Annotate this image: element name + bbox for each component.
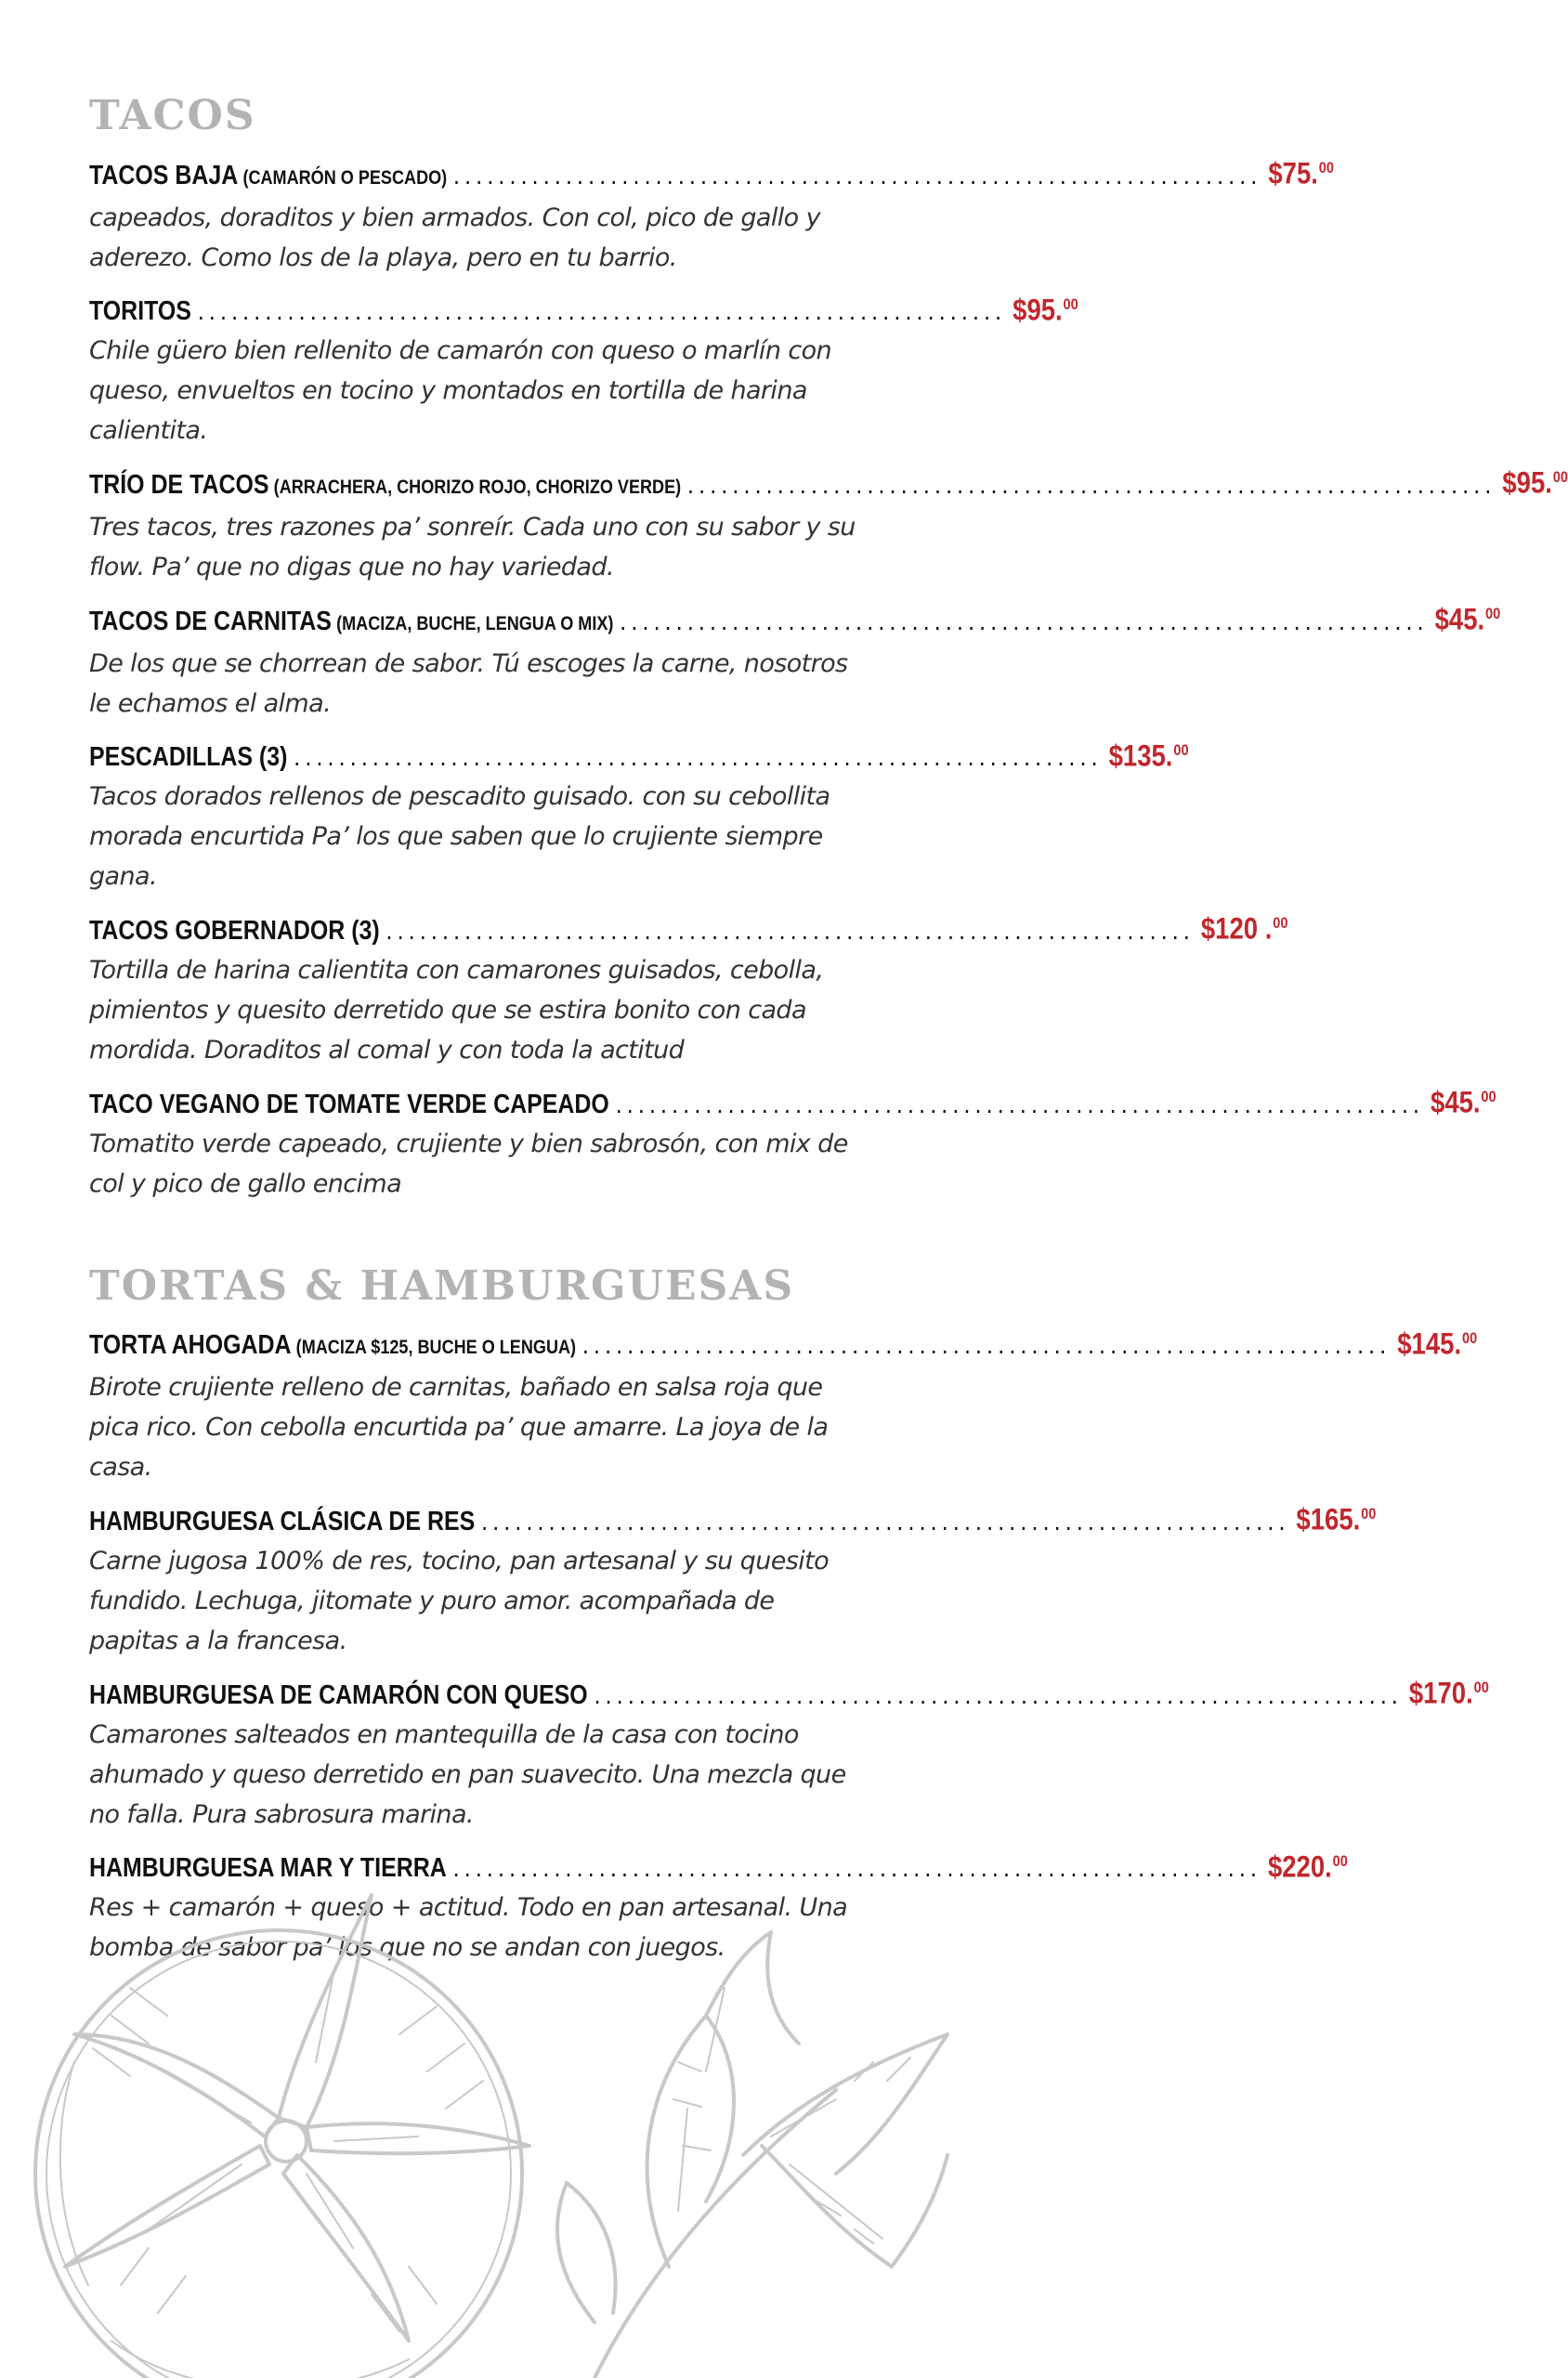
price-main: $145. xyxy=(1397,1326,1462,1361)
item-price xyxy=(1296,1495,1376,1539)
price-main: $45. xyxy=(1431,1085,1481,1119)
section-title: TORTAS & HAMBURGUESAS xyxy=(89,1261,795,1310)
menu-item xyxy=(89,458,1568,587)
price-cents: 00 xyxy=(1063,294,1078,313)
item-description: Res + camarón + queso + actitud. Todo en pan artesanal. Una bomba de sabor pa’ los que no se andan con juegos. xyxy=(89,1893,848,1963)
item-header xyxy=(89,1319,1478,1368)
item-description: Camarones salteados en mantequilla de la casa con tocino ahumado y queso derretido en pan suavecito. Una mezcla que no falla. Pura sabrosura marina. xyxy=(89,1719,846,1829)
item-name: TACO VEGANO DE TOMATE VERDE CAPEADO xyxy=(89,1089,609,1119)
item-note: (MACIZA $125, BUCHE O LENGUA) xyxy=(295,1337,577,1359)
item-name: HAMBURGUESA MAR Y TIERRA xyxy=(89,1853,447,1884)
dot-leader: ........................................................................ xyxy=(481,1506,1290,1536)
item-name: TORTA AHOGADA xyxy=(89,1330,292,1361)
item-description: Carne jugosa 100% de res, tocino, pan artesanal y su quesito fundido. Lechuga, jitomate y puro amor. acompañada de papitas a la francesa. xyxy=(89,1546,830,1655)
item-description: capeados, doraditos y bien armados. Con col, pico de gallo y aderezo. Como los de la playa, pero en tu barrio. xyxy=(89,203,820,272)
menu xyxy=(89,89,1568,2023)
item-name: TRÍO DE TACOS xyxy=(89,469,269,500)
price-main: $75. xyxy=(1268,156,1318,190)
item-price xyxy=(1502,458,1568,503)
item-header xyxy=(89,904,1288,950)
item-name: TACOS BAJA xyxy=(89,160,239,190)
menu-item xyxy=(89,149,1335,278)
item-price xyxy=(1435,594,1501,639)
menu-item xyxy=(89,731,1189,897)
price-cents: 00 xyxy=(1318,159,1335,176)
price-main: $45. xyxy=(1434,602,1485,636)
price-cents: 00 xyxy=(1481,1087,1496,1105)
price-main: $95. xyxy=(1502,465,1552,500)
dot-leader: ........................................................................ xyxy=(197,296,1007,327)
item-name: PESCADILLAS (3) xyxy=(89,742,288,773)
price-cents: 00 xyxy=(1461,1328,1478,1347)
dot-leader: ........................................................................ xyxy=(385,915,1195,946)
dot-leader: ........................................................................ xyxy=(620,606,1429,636)
price-main: $220. xyxy=(1267,1849,1332,1884)
dot-leader: ........................................................................ xyxy=(594,1679,1404,1710)
price-main: $165. xyxy=(1296,1502,1361,1536)
price-cents: 00 xyxy=(1552,468,1568,487)
section-tortas-hamburguesas xyxy=(89,1260,1489,1968)
menu-item xyxy=(89,594,1501,724)
herb-drawing xyxy=(557,1932,947,2378)
item-name: TORITOS xyxy=(89,296,191,327)
section-title: TACOS xyxy=(89,92,256,139)
price-cents: 00 xyxy=(1273,914,1288,933)
item-price xyxy=(1409,1668,1489,1713)
item-header xyxy=(89,1495,1377,1541)
price-cents: 00 xyxy=(1332,1851,1348,1870)
item-description: Tomatito verde capeado, crujiente y bien sabrosón, con mix de col y pico de gallo encima xyxy=(89,1129,848,1198)
item-note: (CAMARÓN O PESCADO) xyxy=(242,166,448,189)
item-name: HAMBURGUESA DE CAMARÓN CON QUESO xyxy=(89,1679,588,1710)
price-cents: 00 xyxy=(1173,740,1189,759)
dot-leader: ........................................................................ xyxy=(687,469,1496,500)
item-description: Tortilla de harina calientita con camarones guisados, cebolla, pimientos y quesito derretido que se estira bonito con cada mordida. Doraditos al comal y con toda la actitud xyxy=(89,955,824,1065)
price-cents: 00 xyxy=(1361,1505,1377,1523)
dot-leader: ........................................................................ xyxy=(453,160,1262,190)
price-main: $170. xyxy=(1408,1676,1473,1710)
item-price xyxy=(1013,285,1078,330)
item-price xyxy=(1268,1842,1348,1887)
menu-item xyxy=(89,904,1288,1070)
item-price xyxy=(1397,1319,1477,1364)
item-description: Tacos dorados rellenos de pescadito guisado. con su cebollita morada encurtida Pa’ los que saben que lo crujiente siempre gana. xyxy=(89,782,830,892)
item-price xyxy=(1268,149,1334,193)
item-name: TACOS GOBERNADOR (3) xyxy=(89,915,380,946)
item-price xyxy=(1109,731,1189,776)
item-note: (ARRACHERA, CHORIZO ROJO, CHORIZO VERDE) xyxy=(273,476,682,498)
section-tacos xyxy=(89,89,1568,1204)
item-name: HAMBURGUESA CLÁSICA DE RES xyxy=(89,1506,476,1536)
price-main: $95. xyxy=(1013,293,1063,327)
item-name: TACOS DE CARNITAS xyxy=(89,606,332,636)
price-main: $135. xyxy=(1108,738,1173,773)
menu-item xyxy=(89,1078,1496,1204)
dot-leader: ........................................................................ xyxy=(615,1089,1425,1119)
dot-leader: ........................................................................ xyxy=(581,1330,1392,1361)
menu-item xyxy=(89,1319,1478,1488)
dot-leader: ........................................................................ xyxy=(452,1853,1262,1884)
item-note: (MACIZA, BUCHE, LENGUA O MIX) xyxy=(336,612,614,634)
item-header xyxy=(89,1668,1489,1715)
botanical-illustration xyxy=(0,1876,953,2378)
dot-leader: ........................................................................ xyxy=(294,742,1103,773)
item-header xyxy=(89,285,1078,332)
item-header xyxy=(89,731,1189,777)
price-cents: 00 xyxy=(1473,1678,1489,1696)
item-header xyxy=(89,458,1568,507)
item-price xyxy=(1201,904,1288,948)
price-cents: 00 xyxy=(1485,604,1501,622)
tomato-drawing xyxy=(35,1895,529,2378)
item-header xyxy=(89,594,1501,644)
menu-item xyxy=(89,1668,1489,1835)
item-header xyxy=(89,1078,1496,1124)
item-price xyxy=(1431,1078,1496,1122)
menu-item xyxy=(89,285,1078,451)
item-header xyxy=(89,149,1335,198)
item-description: De los que se chorrean de sabor. Tú escoges la carne, nosotros le echamos el alma. xyxy=(89,648,848,718)
item-description: Tres tacos, tres razones pa’ sonreír. Cada uno con su sabor y su flow. Pa’ que no digas que no hay variedad. xyxy=(89,512,856,581)
price-main: $120 . xyxy=(1200,911,1273,946)
item-description: Birote crujiente relleno de carnitas, bañado en salsa roja que pica rico. Con cebolla encurtida pa’ que amarre. La joya de la casa. xyxy=(89,1373,829,1483)
menu-item xyxy=(89,1495,1377,1661)
item-description: Chile güero bien rellenito de camarón con queso o marlín con queso, envueltos en tocino y montados en tortilla de harina calientita. xyxy=(89,336,831,446)
